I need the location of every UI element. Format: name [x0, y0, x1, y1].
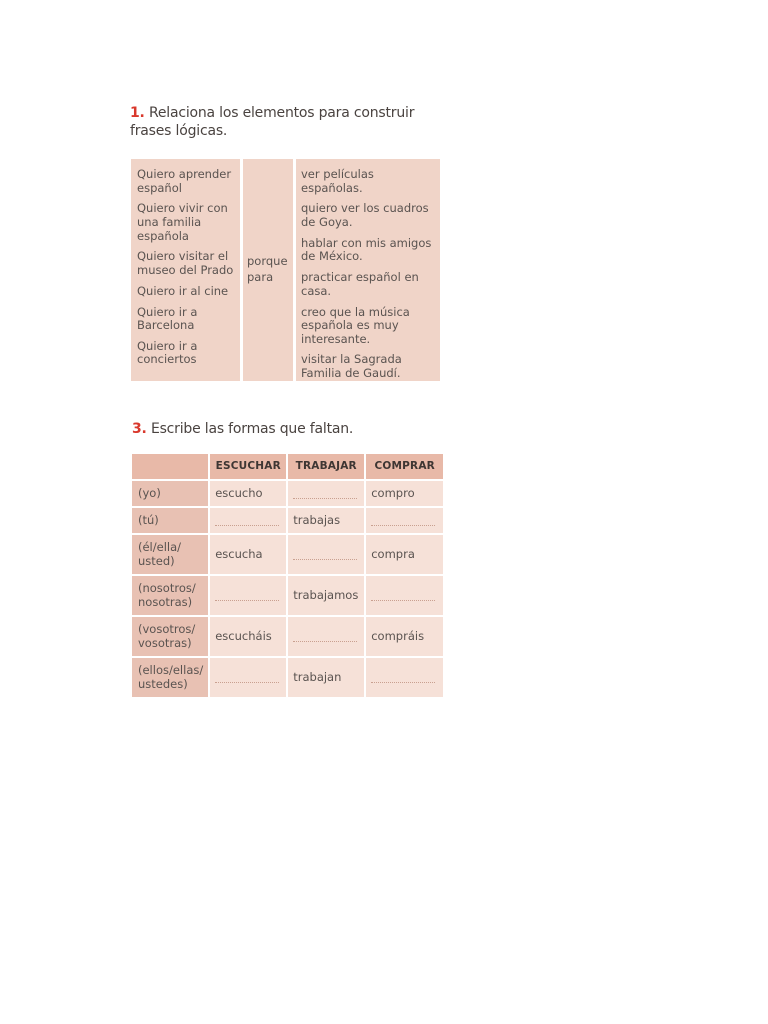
exercise-1-heading	[130, 104, 430, 140]
sentence-end-item: creo que la música española es muy interesante.	[301, 304, 410, 346]
exercise-3-number: 3.	[132, 421, 147, 437]
blank-cell[interactable]	[210, 658, 286, 697]
table-row	[132, 535, 443, 574]
table-row	[132, 508, 443, 533]
header-corner	[132, 454, 208, 479]
blank-line[interactable]	[215, 589, 279, 601]
blank-line[interactable]	[215, 671, 279, 683]
blank-line[interactable]	[293, 630, 357, 642]
form-cell	[288, 508, 364, 533]
blank-cell[interactable]	[288, 617, 364, 656]
header-comprar: COMPRAR	[366, 454, 443, 479]
form-text: trabajan	[293, 669, 342, 684]
exercise-1-table	[131, 159, 440, 381]
blank-line[interactable]	[215, 514, 279, 526]
exercise-3-instruction: Escribe las formas que faltan.	[150, 421, 354, 437]
form-cell	[366, 535, 443, 574]
form-text: escucháis	[215, 628, 272, 643]
blank-line[interactable]	[371, 589, 435, 601]
sentence-start-item: Quiero visitar el museo del Prado	[137, 249, 234, 277]
blank-cell[interactable]	[288, 535, 364, 574]
form-cell	[366, 481, 443, 506]
sentence-start-item: Quiero aprender español	[137, 167, 232, 195]
pronoun-cell: (tú)	[132, 508, 208, 533]
table-row	[132, 658, 443, 697]
form-cell	[288, 658, 364, 697]
pronoun-cell: (vosotros/ vosotras)	[132, 617, 208, 656]
table-row	[132, 617, 443, 656]
blank-cell[interactable]	[210, 576, 286, 615]
sentence-end-item: hablar con mis amigos de México.	[301, 235, 432, 264]
header-trabajar: TRABAJAR	[288, 454, 364, 479]
blank-cell[interactable]	[366, 508, 443, 533]
connector-item: porque	[247, 254, 288, 269]
pronoun-cell: (él/ella/ usted)	[132, 535, 208, 574]
exercise-1-number: 1.	[130, 105, 145, 121]
blank-cell[interactable]	[366, 576, 443, 615]
table-row	[132, 481, 443, 506]
sentence-start-item: Quiero ir a conciertos	[137, 338, 198, 367]
blank-line[interactable]	[293, 487, 357, 499]
sentence-end-item: ver películas españolas.	[301, 167, 374, 195]
blank-cell[interactable]	[210, 508, 286, 533]
connector-column	[243, 159, 293, 381]
sentence-start-item: Quiero vivir con una familia española	[137, 201, 228, 243]
blank-line[interactable]	[293, 548, 357, 560]
sentence-end-item: practicar español en casa.	[301, 270, 419, 298]
form-cell	[210, 535, 286, 574]
form-text: escucho	[215, 485, 263, 500]
sentence-start-column	[131, 159, 240, 381]
blank-line[interactable]	[371, 514, 435, 526]
form-text: compra	[371, 546, 415, 561]
exercise-1-instruction: Relaciona los elementos para construir frases lógicas.	[130, 105, 415, 139]
connector-item: para	[247, 270, 274, 284]
form-text: escucha	[215, 546, 263, 561]
pronoun-cell: (yo)	[132, 481, 208, 506]
form-cell	[288, 576, 364, 615]
blank-cell[interactable]	[288, 481, 364, 506]
sentence-end-column	[296, 159, 440, 381]
form-text: trabajamos	[293, 587, 359, 602]
pronoun-cell: (nosotros/ nosotras)	[132, 576, 208, 615]
form-cell	[366, 617, 443, 656]
conjugation-table	[130, 452, 445, 699]
table-header-row	[132, 454, 443, 479]
pronoun-cell: (ellos/ellas/ ustedes)	[132, 658, 208, 697]
sentence-end-item: quiero ver los cuadros de Goya.	[301, 201, 429, 229]
exercise-3-heading	[132, 420, 432, 438]
sentence-end-item: visitar la Sagrada Familia de Gaudí.	[301, 352, 402, 381]
sentence-start-item: Quiero ir a Barcelona	[137, 304, 198, 333]
blank-cell[interactable]	[366, 658, 443, 697]
blank-line[interactable]	[371, 671, 435, 683]
form-cell	[210, 617, 286, 656]
form-text: compro	[371, 485, 415, 500]
form-cell	[210, 481, 286, 506]
table-row	[132, 576, 443, 615]
sentence-start-item: Quiero ir al cine	[137, 283, 229, 298]
header-escuchar: ESCUCHAR	[210, 454, 286, 479]
form-text: trabajas	[293, 512, 341, 527]
form-text: compráis	[371, 628, 425, 643]
